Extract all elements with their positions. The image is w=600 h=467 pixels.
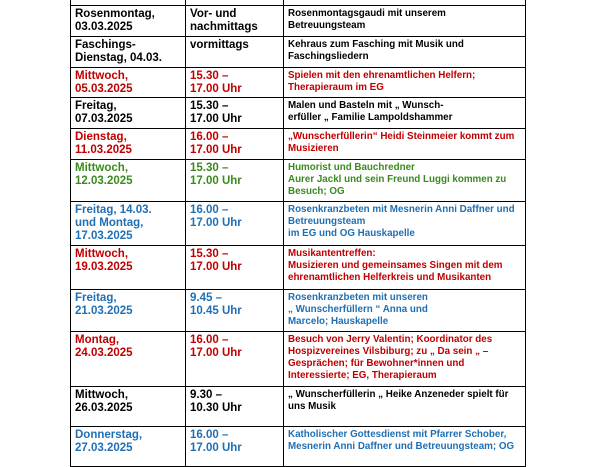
time-cell [186,246,284,290]
time-line: 16.00 – [190,204,229,216]
date-line: Mittwoch, [75,248,129,260]
table-row [71,68,526,98]
description-line: im EG und OG Hauskapelle [288,228,415,239]
description-line: Besuch; OG [288,186,345,197]
description-line: Kehraus zum Fasching mit Musik und [288,39,464,50]
description-cell [284,202,526,246]
time-line: 16.00 – [190,131,229,143]
description-line: uns Musik [288,401,336,412]
time-line: 17.00 Uhr [190,442,242,454]
description-cell [284,37,526,68]
description-line: Aurer Jackl und sein Freund Luggi kommen zu [288,174,507,185]
date-cell [71,68,186,98]
description-cell [284,290,526,332]
description-line: Rosenkranzbeten mit Mesnerin Anni Daffner und [288,204,515,215]
description-line: Rosenkranzbeten mit unseren [288,292,428,303]
date-line: 07.03.2025 [75,113,133,125]
time-cell [186,129,284,160]
date-line: Freitag, [75,100,117,112]
table-row [71,202,526,246]
table-row [71,290,526,332]
date-cell [71,6,186,37]
date-cell [71,129,186,160]
description-line: Musikantentreffen: [288,248,376,259]
time-line: 17.00 Uhr [190,347,242,359]
description-line: Hospizvereines Vilsbiburg; zu „ Da sein „ – [288,346,489,357]
description-line: Betreuungsteam [288,20,366,31]
date-line: 21.03.2025 [75,305,133,317]
description-line: Marcelo; Hauskapelle [288,316,389,327]
time-line: 17.00 Uhr [190,261,242,273]
table-row [71,246,526,290]
time-cell [186,290,284,332]
description-line: Katholischer Gottesdienst mit Pfarrer Schober, [288,429,507,440]
date-line: 27.03.2025 [75,442,133,454]
date-line: Mittwoch, [75,389,129,401]
date-cell [71,332,186,387]
description-line: Therapieraum im EG [288,82,384,93]
time-cell [186,387,284,427]
description-line: Malen und Basteln mit „ Wunsch- [288,100,444,111]
date-line: 24.03.2025 [75,347,133,359]
time-line: 17.00 Uhr [190,217,242,229]
time-line: 15.30 – [190,70,229,82]
description-cell [284,129,526,160]
table-row [71,332,526,387]
table-row [71,129,526,160]
description-line: Gesprächen; für Bewohner*innen und [288,358,465,369]
date-line: Dienstag, [75,131,127,143]
time-cell [186,98,284,129]
date-cell [71,427,186,467]
time-line: 9.45 – [190,292,222,304]
time-line: vormittags [190,39,249,51]
description-cell [284,98,526,129]
date-cell [71,290,186,332]
description-line: erfüller „ Familie Lampoldshammer [288,112,453,123]
schedule-table [70,0,526,467]
time-line: 15.30 – [190,162,229,174]
date-cell [71,37,186,68]
description-cell [284,68,526,98]
date-line: und Montag, [75,217,144,229]
date-line: Mittwoch, [75,162,129,174]
time-line: nachmittags [190,21,258,33]
time-cell [186,68,284,98]
date-line: Freitag, 14.03. [75,204,152,216]
date-line: Faschings- [75,39,136,51]
description-cell [284,332,526,387]
time-line: 17.00 Uhr [190,83,242,95]
date-line: Mittwoch, [75,70,129,82]
date-line: Donnerstag, [75,429,143,441]
description-line: „Wunscherfüllerin“ Heidi Steinmeier kommt zum [288,131,515,142]
date-line: Dienstag, 04.03. [75,52,162,64]
time-line: 10.30 Uhr [190,402,242,414]
description-line: ehrenamtlichen Helferkreis und Musikanten [288,272,492,283]
time-line: 16.00 – [190,334,229,346]
description-cell [284,427,526,467]
description-line: Mesnerin Anni Daffner und Betreuungsteam; OG [288,441,515,452]
description-line: „ Wunscherfüllern “ Anna und [288,304,428,315]
date-line: 19.03.2025 [75,261,133,273]
description-line: Spielen mit den ehrenamtlichen Helfern; [288,70,476,81]
description-line: Betreuungsteam [288,216,366,227]
date-cell [71,387,186,427]
table-row [71,98,526,129]
time-line: 15.30 – [190,100,229,112]
description-line: Faschingsliedern [288,51,369,62]
time-line: 9.30 – [190,389,222,401]
time-cell [186,6,284,37]
table-row [71,6,526,37]
time-cell [186,37,284,68]
description-line: Musizieren [288,143,339,154]
description-line: „ Wunscherfüllerin „ Heike Anzeneder spielt für [288,389,509,400]
date-cell [71,246,186,290]
time-cell [186,202,284,246]
date-line: 03.03.2025 [75,21,133,33]
table-row [71,37,526,68]
description-line: Interessierte; EG, Therapieraum [288,370,437,381]
table-row [71,387,526,427]
date-line: 17.03.2025 [75,230,133,242]
description-line: Rosenmontagsgaudi mit unserem [288,8,446,19]
table-row [71,160,526,202]
time-line: 17.00 Uhr [190,144,242,156]
time-line: 10.45 Uhr [190,305,242,317]
date-line: Freitag, [75,292,117,304]
description-cell [284,6,526,37]
table-row [71,427,526,467]
description-cell [284,246,526,290]
schedule-body [71,0,526,467]
description-line: Humorist und Bauchredner [288,162,415,173]
description-cell [284,160,526,202]
time-line: 17.00 Uhr [190,175,242,187]
time-line: Vor- und [190,8,237,20]
description-line: Besuch von Jerry Valentin; Koordinator des [288,334,493,345]
date-cell [71,202,186,246]
date-line: Montag, [75,334,120,346]
time-cell [186,332,284,387]
time-cell [186,160,284,202]
time-cell [186,427,284,467]
date-line: 12.03.2025 [75,175,133,187]
date-cell [71,160,186,202]
description-line: Musizieren und gemeinsames Singen mit dem [288,260,503,271]
time-line: 17.00 Uhr [190,113,242,125]
description-cell [284,387,526,427]
time-line: 15.30 – [190,248,229,260]
date-line: 05.03.2025 [75,83,133,95]
date-line: 11.03.2025 [75,144,132,156]
date-cell [71,98,186,129]
date-line: Rosenmontag, [75,8,155,20]
time-line: 16.00 – [190,429,229,441]
date-line: 26.03.2025 [75,402,133,414]
